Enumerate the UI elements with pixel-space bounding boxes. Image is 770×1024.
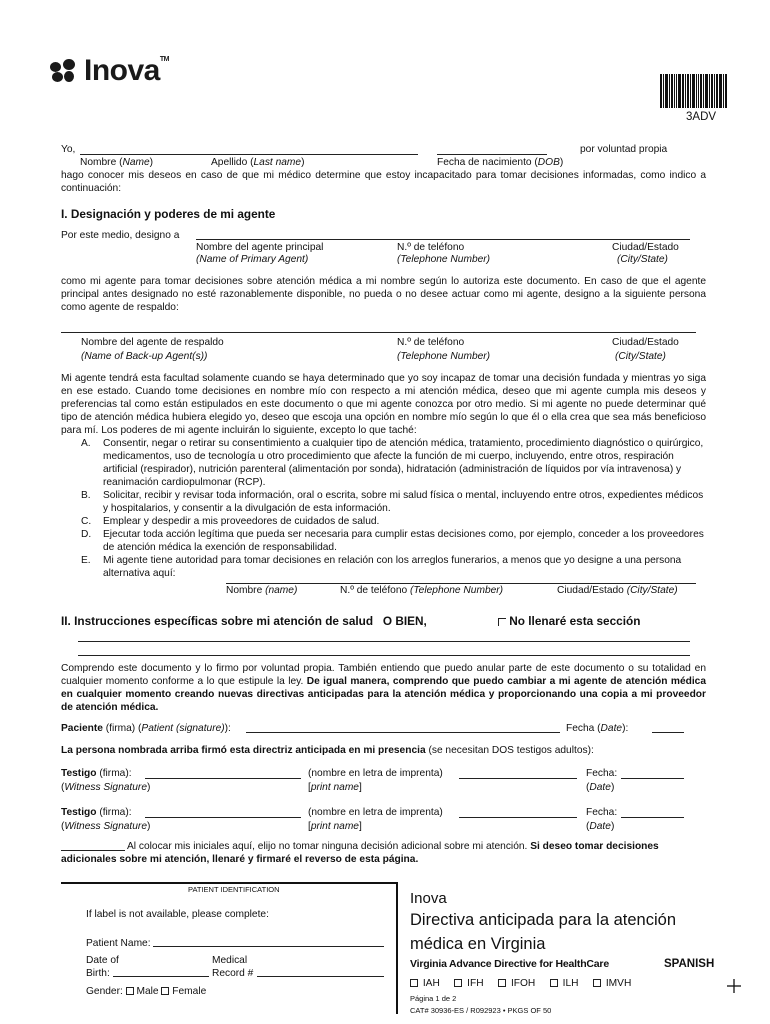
witness2-nombre-label: (nombre en letra de imprenta) xyxy=(308,807,443,818)
witness2-date-en: (Date) xyxy=(586,821,615,832)
label-backup-city-en: (City/State) xyxy=(615,351,666,362)
patient-dob-field[interactable] xyxy=(113,976,209,977)
powers-list xyxy=(81,437,706,581)
no-llenare-option[interactable]: No llenaré esta sección xyxy=(498,614,640,629)
label-alt-phone: N.º de teléfono (Telephone Number) xyxy=(340,585,504,596)
site-checkbox-ilh[interactable] xyxy=(550,979,558,987)
patient-id-note: If label is not available, please complete: xyxy=(86,909,269,920)
label-fecha: Fecha de nacimiento (DOB) xyxy=(437,157,564,168)
male-checkbox[interactable] xyxy=(126,987,134,995)
label-primary-name: Nombre del agente principal xyxy=(196,242,324,253)
form-org: Inova xyxy=(410,890,447,907)
patient-date-field[interactable] xyxy=(652,732,684,733)
registration-mark-icon xyxy=(726,978,742,994)
label-phone: N.º de teléfono xyxy=(397,242,465,253)
intro-voluntad: por voluntad propia xyxy=(580,144,668,155)
witness2-name-field[interactable] xyxy=(459,817,577,818)
patient-signature-label: Paciente (firma) (Patient (signature)): xyxy=(61,723,231,734)
section2-title: II. Instrucciones específicas sobre mi atención de salud O BIEN, xyxy=(61,614,427,628)
witness2-sig-en: (Witness Signature) xyxy=(61,821,151,832)
label-city: Ciudad/Estado xyxy=(612,242,679,253)
barcode xyxy=(660,74,746,108)
dob-label-1: Date of xyxy=(86,955,119,966)
patient-signature-field[interactable] xyxy=(246,732,560,733)
form-language: SPANISH xyxy=(664,958,715,970)
witness1-date-en: (Date) xyxy=(586,782,615,793)
patient-name-label: Patient Name: xyxy=(86,938,151,949)
label-backup-name-en: (Name of Back-up Agent(s)) xyxy=(81,351,208,362)
instructions-line-1[interactable] xyxy=(78,641,690,642)
label-alt-name: Nombre (name) xyxy=(226,585,298,596)
list-item: B. Solicitar, recibir y revisar toda información, oral o escrita, sobre mi salud física o mental, incluyendo entre otros, expedientes médicos y hospitalarios, y consentir a la divulgación de esta información. xyxy=(81,490,704,515)
patient-id-header: PATIENT IDENTIFICATION xyxy=(188,885,280,894)
list-item: A. Consentir, negar o retirar su consentimiento a cualquier tipo de atención médica, tratamiento, procedimiento diagnóstico o quirúrgico, medicamentos, uso de tecnología u otro procedimiento que afecte la función de mi cuerpo, incluyendo, entre otros, respiración artificial (respirador), nutrición parenteral (alimentación por sonda), hidratación (administración de líquidos por vía intravenosa) y reanimación cardiopulmonar (RCP). xyxy=(81,438,704,489)
site-checkbox-iah[interactable] xyxy=(410,979,418,987)
form-subtitle: Virginia Advance Directive for HealthCare xyxy=(410,958,609,970)
inova-logo-text: Inova™ xyxy=(84,54,169,87)
initials-text: Al colocar mis iniciales aquí, elijo no tomar ninguna decisión adicional sobre mi atención. Si deseo tomar decisiones adicionales sobre mi atención, llenaré y firmaré el reverso de esta página. xyxy=(61,841,659,866)
patient-name-field[interactable] xyxy=(153,946,384,947)
inova-logo-icon xyxy=(50,59,78,83)
label-nombre: Nombre (Name) xyxy=(80,157,154,168)
witness-intro: La persona nombrada arriba firmó esta directriz anticipada en mi presencia (se necesitan DOS testigos adultos): xyxy=(61,745,594,756)
list-item: E. Mi agente tiene autoridad para tomar decisiones en relación con los arreglos funerarios, a menos que yo designe a una persona alternativa aquí: xyxy=(81,555,682,580)
como-mi-agente-text: como mi agente para tomar decisiones sobre atención médica a mi nombre según lo autoriza este documento. En caso de que el agente principal antes designado no esté razonablemente disponible, no pueda o no desee actuar como mi agente, designo a la siguiente persona como agente de respaldo: xyxy=(61,276,706,314)
instructions-line-2[interactable] xyxy=(78,655,690,656)
label-alt-city: Ciudad/Estado (City/State) xyxy=(557,585,678,596)
site-checkbox-imvh[interactable] xyxy=(593,979,601,987)
witness2-signature-field[interactable] xyxy=(145,817,301,818)
inova-logo xyxy=(50,56,169,86)
witness1-name-field[interactable] xyxy=(459,778,577,779)
female-checkbox[interactable] xyxy=(161,987,169,995)
backup-agent-field[interactable] xyxy=(61,332,696,333)
patient-id-top-rule xyxy=(61,882,396,884)
label-backup-phone-en: (Telephone Number) xyxy=(397,351,491,362)
witness1-fecha-label: Fecha: xyxy=(586,768,618,779)
witness2-fecha-label: Fecha: xyxy=(586,807,618,818)
intro-yo: Yo, xyxy=(61,144,76,155)
list-item: D. Ejecutar toda acción legítima que pueda ser necesaria para cumplir estas decisiones como, por ejemplo, conceder a los proveedores de atención médica la exención de responsabilidad. xyxy=(81,529,704,554)
mrn-label-2: Record # xyxy=(212,968,254,979)
list-item: C. Emplear y despedir a mis proveedores de cuidados de salud. xyxy=(81,516,380,528)
page-number: Página 1 de 2 xyxy=(410,994,457,1003)
witness2-print-en: [print name] xyxy=(308,821,362,832)
label-primary-name-en: (Name of Primary Agent) xyxy=(196,254,309,265)
site-checkboxes: IAH IFH IFOH ILH IMVH xyxy=(410,977,631,990)
consent-text: Comprendo este documento y lo firmo por voluntad propia. También entiendo que puedo anular parte de este documento o su totalidad en cualquier momento conforme a lo que estipule la ley. De igual manera, comprendo que puedo cambiar a mi agente de atención médica en cualquier momento creando nuevas directivas anticipadas para la atención médica y proporcionando una copia a mi proveedor de atención médica. xyxy=(61,663,706,714)
witness1-label: Testigo (firma): xyxy=(61,768,132,779)
intro-text: hago conocer mis deseos en caso de que mi médico determine que estoy incapacitado para tomar decisiones informadas, como indico a continuación: xyxy=(61,170,706,195)
form-title-1: Directiva anticipada para la atención xyxy=(410,911,676,929)
powers-text: Mi agente tendrá esta facultad solamente cuando se haya determinado que yo soy incapaz de tomar una decisión fundada y mientras yo siga en ese estado. Cuando tome decisiones en nombre mío con respecto a mi atención médica, deseo que mi agente cumpla mis deseos y preferencias tal como están estipulados en este documento o que mi agente conozca por otro medio. Si mi agente no puede determinar qué tipo de atención médica hubiera elegido yo, deseo que escoja una opción en nombre mío según lo que él o ella crea que sea más beneficioso para mí. Los poderes de mi agente incluirán lo siguiente, excepto lo que taché: xyxy=(61,373,706,437)
document-code: 3ADV xyxy=(686,111,717,123)
witness2-date-field[interactable] xyxy=(621,817,684,818)
dob-field[interactable] xyxy=(437,154,547,155)
site-checkbox-ifh[interactable] xyxy=(454,979,462,987)
dob-label-2: Birth: xyxy=(86,968,110,979)
mrn-label-1: Medical xyxy=(212,955,248,966)
witness1-signature-field[interactable] xyxy=(145,778,301,779)
primary-agent-field[interactable] xyxy=(196,239,690,240)
form-title-2: médica en Virginia xyxy=(410,935,546,953)
label-backup-phone: N.º de teléfono xyxy=(397,337,465,348)
label-backup-name: Nombre del agente de respaldo xyxy=(81,337,224,348)
label-apellido: Apellido (Last name) xyxy=(211,157,305,168)
witness1-sig-en: (Witness Signature) xyxy=(61,782,151,793)
witness1-print-en: [print name] xyxy=(308,782,362,793)
divider-vertical xyxy=(396,882,398,1014)
gender-row: Gender: Male Female xyxy=(86,986,207,997)
witness1-date-field[interactable] xyxy=(621,778,684,779)
witness1-nombre-label: (nombre en letra de imprenta) xyxy=(308,768,443,779)
label-city-en: (City/State) xyxy=(617,254,668,265)
patient-date-label: Fecha (Date): xyxy=(566,723,629,734)
label-backup-city: Ciudad/Estado xyxy=(612,337,679,348)
witness2-label: Testigo (firma): xyxy=(61,807,132,818)
por-este-medio: Por este medio, designo a xyxy=(61,230,180,241)
name-field[interactable] xyxy=(80,154,418,155)
label-phone-en: (Telephone Number) xyxy=(397,254,491,265)
section1-title: I. Designación y poderes de mi agente xyxy=(61,207,276,221)
catalog-number: CAT# 30936-ES / R092923 • PKGS OF 50 xyxy=(410,1006,552,1015)
site-checkbox-ifoh[interactable] xyxy=(498,979,506,987)
no-llenare-checkbox[interactable] xyxy=(498,618,506,626)
patient-mrn-field[interactable] xyxy=(257,976,384,977)
